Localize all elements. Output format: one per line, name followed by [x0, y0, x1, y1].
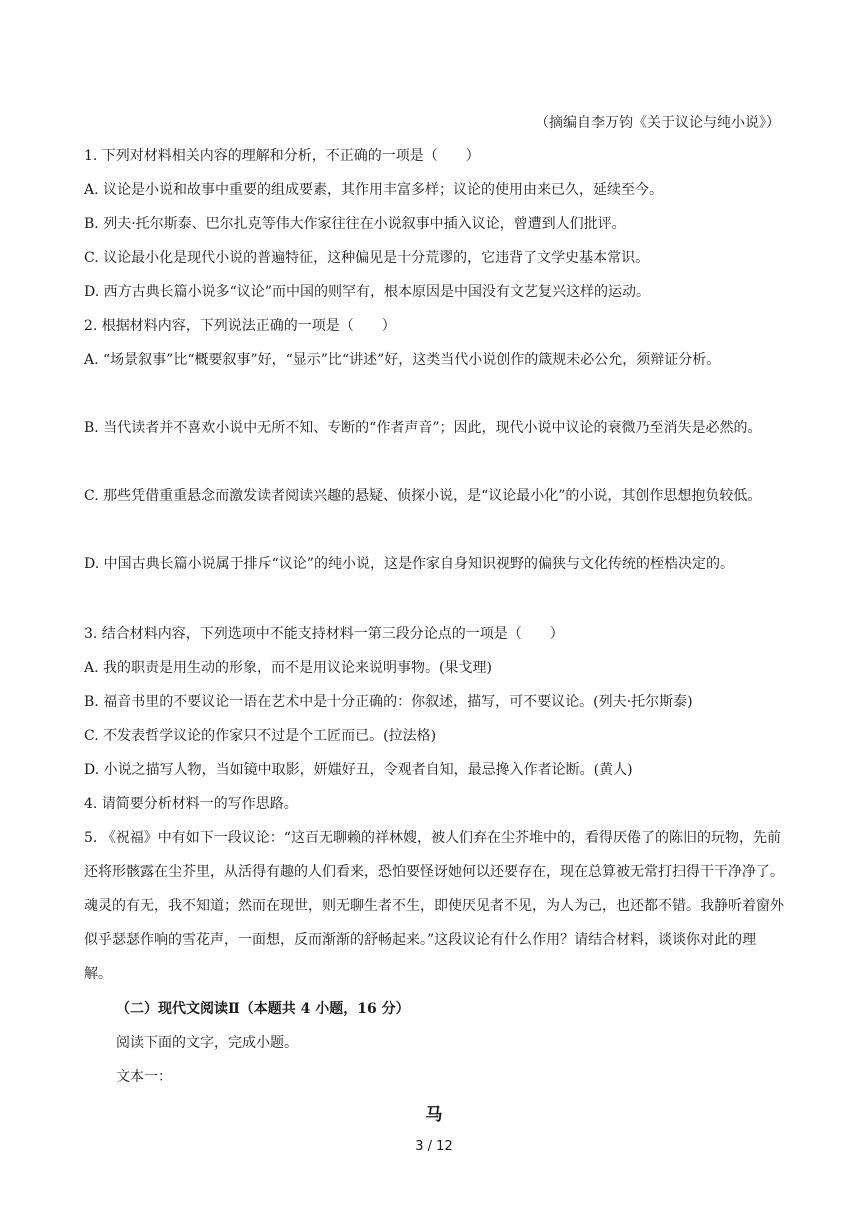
text-label: 文本一： — [116, 1069, 172, 1085]
question-2-option-a: A. “场景叙事”比“概要叙事”好，“显示”比“讲述”好，这类当代小说创作的箴规未必公允，须辩证分析。 — [84, 352, 721, 368]
page-number: 3 / 12 — [415, 1139, 453, 1154]
question-1-option-c: C. 议论最小化是现代小说的普遍特征，这种偏见是十分荒谬的，它违背了文学史基本常识。 — [84, 250, 650, 266]
question-5: 5. 《祝福》中有如下一段议论：“这百无聊赖的祥林嫂，被人们弃在尘芥堆中的，看得厌倦了的陈旧的玩物，先前还将形骸露在尘芥里，从活得有趣的人们看来，恐怕要怪讶她何以还要存在，现在总算被无常打扫得干干净净了。魂灵的有无，我不知道；然而在现世，则无聊生者不生，即使厌见者不见，为人为己，也还都不错。我静听着窗外似乎瑟瑟作响的雪花声，一面想，反而渐渐的舒畅起来。”这段议论有什么作用？请结合材料，谈谈你对此的理解。 — [84, 830, 784, 982]
question-1-option-a: A. 议论是小说和故事中重要的组成要素，其作用丰富多样；议论的使用由来已久，延续至今。 — [84, 182, 664, 198]
section-heading: （二）现代文阅读Ⅱ（本题共 4 小题，16 分） — [116, 1001, 410, 1017]
article-title: 马 — [425, 1105, 443, 1125]
question-2-stem: 2. 根据材料内容，下列说法正确的一项是（ ） — [84, 318, 396, 334]
reading-instruction: 阅读下面的文字，完成小题。 — [116, 1035, 298, 1051]
question-3-option-a: A. 我的职责是用生动的形象，而不是用议论来说明事物。(果戈理) — [84, 660, 492, 676]
question-1-option-b: B. 列夫·托尔斯泰、巴尔扎克等伟大作家往往在小说叙事中插入议论，曾遭到人们批评。 — [84, 216, 626, 232]
question-3-option-c: C. 不发表哲学议论的作家只不过是个工匠而已。(拉法格) — [84, 728, 437, 744]
question-3-option-d: D. 小说之描写人物，当如镜中取影，妍媸好丑，令观者自知，最忌搀入作者论断。(黄人) — [84, 762, 633, 778]
question-3-stem: 3. 结合材料内容，下列选项中不能支持材料一第三段分论点的一项是（ ） — [84, 626, 564, 642]
question-2-option-d: D. 中国古典长篇小说属于排斥“议论”的纯小说，这是作家自身知识视野的偏狭与文化传统的桎梏决定的。 — [84, 556, 734, 572]
question-1-option-d: D. 西方古典长篇小说多“议论”而中国的则罕有，根本原因是中国没有文艺复兴这样的运动。 — [84, 284, 650, 300]
question-1-stem: 1. 下列对材料相关内容的理解和分析，不正确的一项是（ ） — [84, 148, 480, 164]
question-4: 4. 请简要分析材料一的写作思路。 — [84, 796, 298, 812]
question-2-option-b: B. 当代读者并不喜欢小说中无所不知、专断的“作者声音”；因此，现代小说中议论的衰微乃至消失是必然的。 — [84, 420, 762, 436]
question-3-option-b: B. 福音书里的不要议论一语在艺术中是十分正确的：你叙述，描写，可不要议论。(列夫·托尔斯泰) — [84, 694, 693, 710]
source-citation: （摘编自李万钧《关于议论与纯小说》） — [535, 115, 780, 131]
question-2-option-c: C. 那些凭借重重悬念而激发读者阅读兴趣的悬疑、侦探小说，是“议论最小化”的小说，其创作思想抱负较低。 — [84, 488, 762, 504]
